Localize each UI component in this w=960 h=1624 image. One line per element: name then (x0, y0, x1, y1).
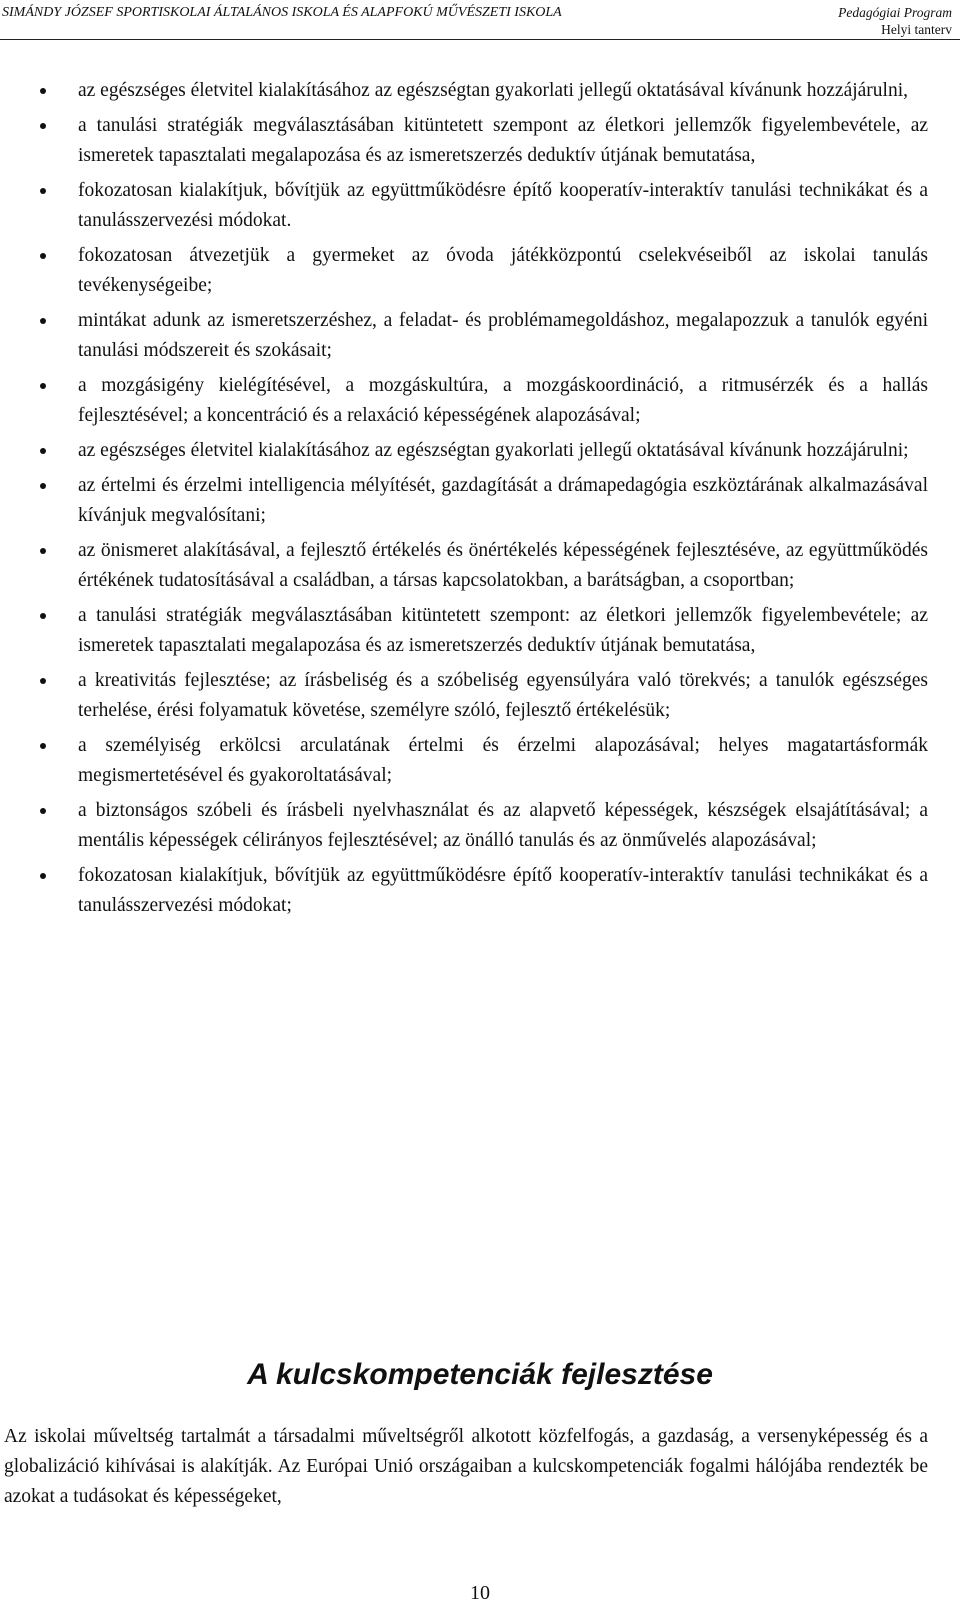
section-paragraph: Az iskolai műveltség tartalmát a társadalmi műveltségről alkotott közfelfogás, a gazdaság, a versenyképesség és a globalizáció kihívásai is alakítják. Az Európai Unió országaiban a kulcskompetenciák fogalmi hálójába rendezték be azokat a tudásokat és képességeket, (4, 1426, 928, 1507)
list-item-text: az egészséges életvitel kialakításához az egészségtan gyakorlati jellegű oktatásával kívánunk hozzájárulni, (78, 80, 909, 101)
bullet-icon (40, 448, 46, 454)
header-program-title: Pedagógiai Program (838, 5, 952, 20)
list-item-text: a tanulási stratégiák megválasztásában kitüntetett szempont az életkori jellemzők figyelembevétele, az ismeretek tapasztalati megalapozása és az ismeretszerzés deduktív útjának bemutatása, (78, 115, 928, 166)
bullet-icon (40, 253, 46, 259)
bullet-icon (40, 318, 46, 324)
bullet-icon (40, 678, 46, 684)
bullet-icon (40, 613, 46, 619)
list-item (40, 76, 928, 106)
list-item-text: fokozatosan kialakítjuk, bővítjük az együttműködésre építő kooperatív-interaktív tanulási technikákat és a tanulásszervezési módokat. (78, 180, 928, 231)
bullet-icon (40, 548, 46, 554)
list-item-text: a személyiség erkölcsi arculatának értelmi és érzelmi alapozásával; helyes magatartásformák megismertetésével és gyakoroltatásával; (78, 735, 928, 786)
header-program-subtitle: Helyi tanterv (881, 22, 952, 37)
list-item (40, 731, 928, 791)
bullet-icon (40, 123, 46, 129)
list-item (40, 861, 928, 921)
page-number: 10 (470, 1582, 490, 1604)
list-item-text: az értelmi és érzelmi intelligencia mélyítését, gazdagítását a drámapedagógia eszköztárának alkalmazásával kívánjuk megvalósítani; (78, 475, 928, 526)
bullet-icon (40, 873, 46, 879)
list-item (40, 796, 928, 856)
list-item-text: a mozgásigény kielégítésével, a mozgáskultúra, a mozgáskoordináció, a ritmusérzék és a hallás fejlesztésével; a koncentráció és a relaxáció képességének alapozásával; (78, 375, 928, 426)
bullet-icon (40, 188, 46, 194)
list-item-text: a biztonságos szóbeli és írásbeli nyelvhasználat és az alapvető képességek, készségek elsajátításával; a mentális képességek célirányos fejlesztésével; az önálló tanulás és az önművelés alapozásával; (78, 800, 928, 851)
bullet-icon (40, 88, 46, 94)
list-item-text: a kreativitás fejlesztése; az írásbeliség és a szóbeliség egyensúlyára való törekvés; a tanulók egészséges terhelése, érési folyamatuk követése, személyre szóló, fejlesztő értékelésük; (78, 670, 928, 721)
list-item (40, 371, 928, 431)
list-item (40, 436, 928, 466)
header-document-info (838, 4, 952, 38)
list-item (40, 241, 928, 301)
page-header (0, 0, 960, 40)
bullet-icon (40, 483, 46, 489)
section-heading: A kulcskompetenciák fejlesztése (247, 1358, 713, 1391)
list-item-text: fokozatosan kialakítjuk, bővítjük az együttműködésre építő kooperatív-interaktív tanulási technikákat és a tanulásszervezési módokat; (78, 865, 928, 916)
list-item-text: az önismeret alakításával, a fejlesztő értékelés és önértékelés képességének fejlesztéséve, az együttműködés értékének tudatosításával a családban, a társas kapcsolatokban, a barátságban, a csoportban; (78, 540, 928, 591)
list-item-text: fokozatosan átvezetjük a gyermeket az óvoda játékközpontú cselekvéseiből az iskolai tanulás tevékenységeibe; (78, 245, 928, 296)
list-item (40, 306, 928, 366)
list-item (40, 666, 928, 726)
list-item-text: a tanulási stratégiák megválasztásában kitüntetett szempont: az életkori jellemzők figyelembevétele; az ismeretek tapasztalati megalapozása és az ismeretszerzés deduktív útjának bemutatása, (78, 605, 928, 656)
list-item (40, 111, 928, 171)
bullet-icon (40, 383, 46, 389)
list-item-text: mintákat adunk az ismeretszerzéshez, a feladat- és problémamegoldáshoz, megalapozzuk a tanulók egyéni tanulási módszereit és szokásait; (78, 310, 928, 361)
list-item (40, 176, 928, 236)
list-item (40, 601, 928, 661)
list-item (40, 471, 928, 531)
list-item (40, 536, 928, 596)
bullet-list (40, 76, 928, 926)
header-school-name: SIMÁNDY JÓZSEF SPORTISKOLAI ÁLTALÁNOS ISKOLA ÉS ALAPFOKÚ MŰVÉSZETI ISKOLA (2, 5, 562, 20)
list-item-text: az egészséges életvitel kialakításához az egészségtan gyakorlati jellegű oktatásával kívánunk hozzájárulni; (78, 440, 909, 461)
bullet-icon (40, 808, 46, 814)
bullet-icon (40, 743, 46, 749)
